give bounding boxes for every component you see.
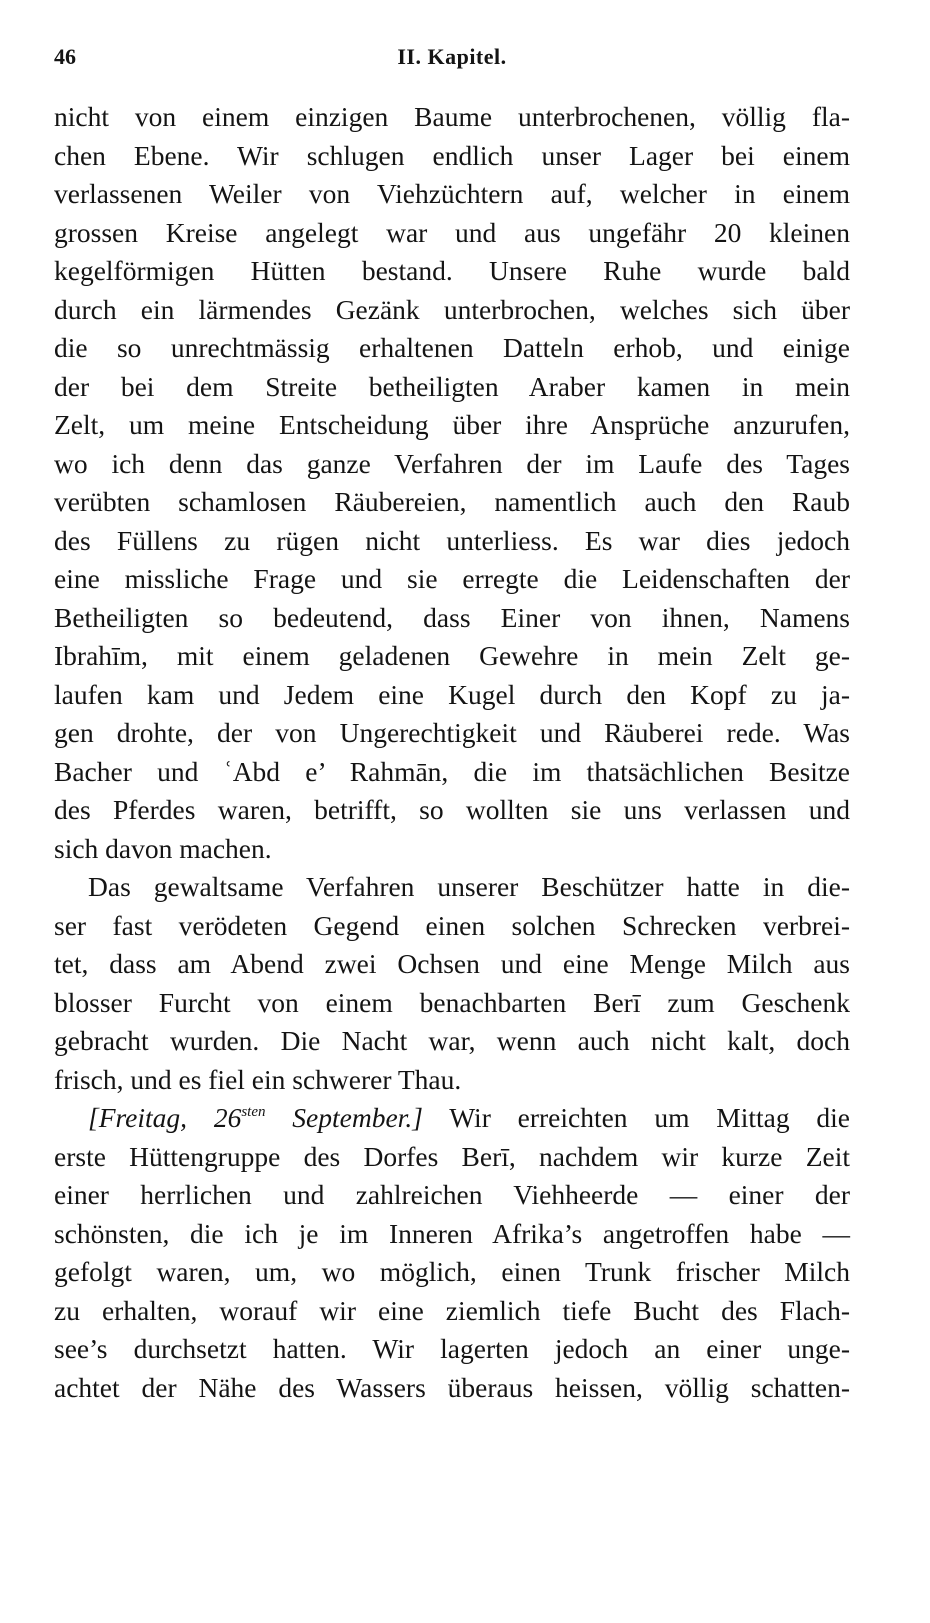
text-line: Betheiligten so bedeutend, dass Einer von ihnen, Namens bbox=[54, 601, 850, 633]
text-line: gebracht wurden. Die Nacht war, wenn auch nicht kalt, doch bbox=[54, 1025, 850, 1056]
text-line: grossen Kreise angelegt war und aus ungefähr 20 kleinen bbox=[54, 216, 850, 248]
text-line: durch ein lärmendes Gezänk unterbrochen, welches sich über bbox=[54, 293, 850, 325]
text-line: ser fast verödeten Gegend einen solchen Schrecken verbrei- bbox=[54, 909, 850, 941]
text-line: kegelförmigen Hütten bestand. Unsere Ruhe wurde bald bbox=[54, 255, 850, 286]
text-line: laufen kam und Jedem eine Kugel durch den Kopf zu ja- bbox=[54, 678, 850, 710]
text-line: verübten schamlosen Räubereien, namentlich auch den Raub bbox=[54, 486, 850, 517]
text-line: wo ich denn das ganze Verfahren der im Laufe des Tages bbox=[54, 447, 850, 479]
text-line: Ibrahīm, mit einem geladenen Gewehre in mein Zelt ge- bbox=[54, 640, 850, 671]
page-header bbox=[54, 44, 850, 76]
text-line: des Pferdes waren, betrifft, so wollten sie uns verlassen und bbox=[54, 794, 850, 825]
text-line: eine missliche Frage und sie erregte die Leidenschaften der bbox=[54, 563, 850, 594]
text-line: chen Ebene. Wir schlugen endlich unser Lager bei einem bbox=[54, 139, 850, 171]
page-number: 46 bbox=[54, 44, 76, 69]
text-line-rest: Wir erreichten um Mittag die bbox=[422, 1102, 850, 1133]
date-month: September.] bbox=[265, 1102, 423, 1133]
text-line-dated bbox=[54, 1099, 850, 1138]
text-line: sich davon machen. bbox=[54, 832, 272, 864]
running-head: II. Kapitel. bbox=[397, 44, 507, 69]
text-line: Das gewaltsame Verfahren unserer Beschützer hatte in die- bbox=[88, 871, 850, 902]
text-line: gefolgt waren, um, wo möglich, einen Trunk frischer Milch bbox=[54, 1256, 850, 1287]
date-heading bbox=[88, 1102, 423, 1133]
paragraph-2 bbox=[54, 868, 850, 1099]
text-line: verlassenen Weiler von Viehzüchtern auf, welcher in einem bbox=[54, 178, 850, 209]
text-line: gen drohte, der von Ungerechtigkeit und Räuberei rede. Was bbox=[54, 717, 850, 748]
date-text: [Freitag, 26 bbox=[88, 1102, 242, 1133]
text-line: des Füllens zu rügen nicht unterliess. Es war dies jedoch bbox=[54, 524, 850, 556]
text-line: schönsten, die ich je im Inneren Afrika’s angetroffen habe — bbox=[54, 1217, 850, 1249]
text-line: Bacher und ʿAbd e’ Rahmān, die im thatsächlichen Besitze bbox=[54, 755, 850, 787]
text-line: einer herrlichen und zahlreichen Viehheerde — einer der bbox=[54, 1179, 850, 1210]
text-line: Zelt, um meine Entscheidung über ihre Ansprüche anzurufen, bbox=[54, 409, 850, 440]
paragraph-1 bbox=[54, 98, 850, 868]
body-text bbox=[54, 98, 850, 1407]
text-line: erste Hüttengruppe des Dorfes Berī, nachdem wir kurze Zeit bbox=[54, 1140, 850, 1172]
text-line: der bei dem Streite betheiligten Araber kamen in mein bbox=[54, 370, 850, 402]
text-line: see’s durchsetzt hatten. Wir lagerten jedoch an einer unge- bbox=[54, 1333, 850, 1364]
text-line: achtet der Nähe des Wassers überaus heissen, völlig schatten- bbox=[54, 1371, 850, 1403]
date-superscript: sten bbox=[241, 1104, 266, 1120]
text-line: zu erhalten, worauf wir eine ziemlich tiefe Bucht des Flach- bbox=[54, 1294, 850, 1326]
text-line: frisch, und es fiel ein schwerer Thau. bbox=[54, 1063, 462, 1095]
text-line: die so unrechtmässig erhaltenen Datteln erhob, und einige bbox=[54, 332, 850, 363]
text-line: blosser Furcht von einem benachbarten Berī zum Geschenk bbox=[54, 986, 850, 1018]
paragraph-3 bbox=[54, 1099, 850, 1407]
text-line: nicht von einem einzigen Baume unterbrochenen, völlig fla- bbox=[54, 101, 850, 132]
text-line: tet, dass am Abend zwei Ochsen und eine Menge Milch aus bbox=[54, 948, 850, 979]
